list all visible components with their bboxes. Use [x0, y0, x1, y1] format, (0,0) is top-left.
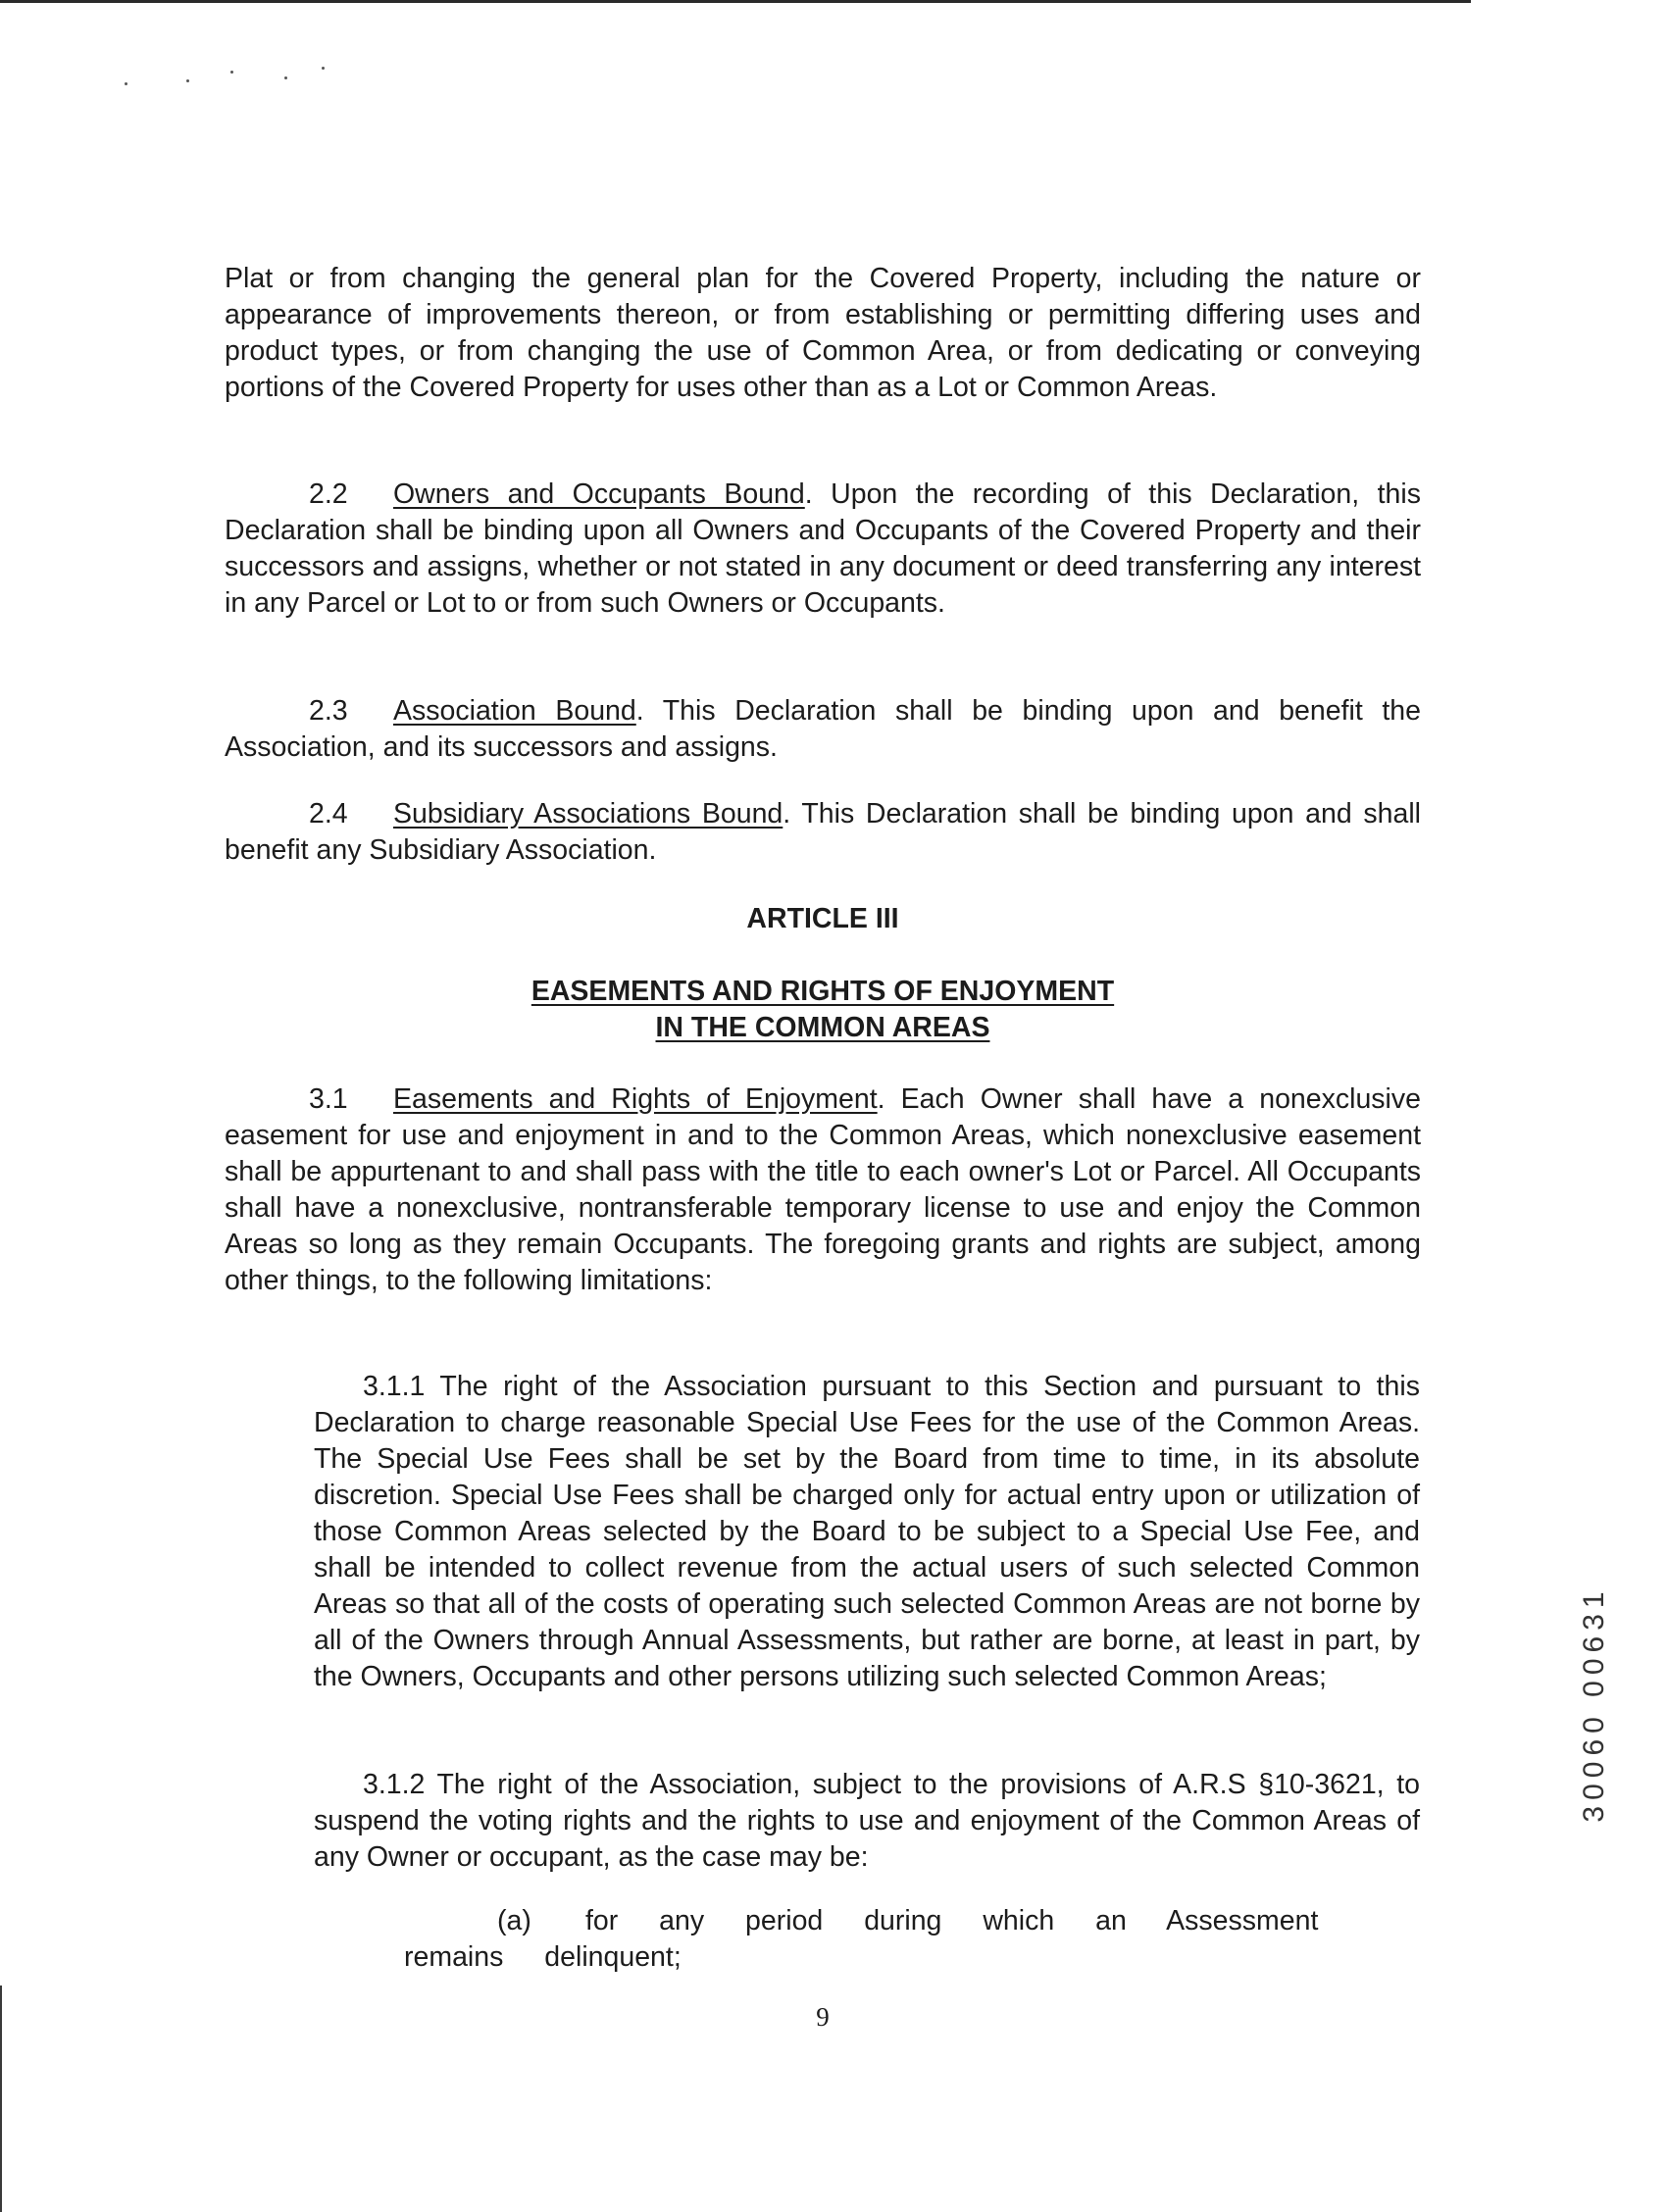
- section-2-4: [225, 796, 1421, 869]
- section-text: . This Declaration shall be binding upon and shall benefit any Subsidiary Association.: [225, 798, 1421, 866]
- page-number: 9: [816, 2002, 830, 2032]
- section-3-1: [225, 1081, 1421, 1299]
- section-number: 2.2: [309, 478, 348, 510]
- top-border-line: [0, 0, 1471, 3]
- section-heading: Association Bound: [393, 695, 636, 727]
- article-subtitle-line-1: EASEMENTS AND RIGHTS OF ENJOYMENT: [530, 976, 1115, 1007]
- section-heading: Easements and Rights of Enjoyment: [393, 1083, 878, 1115]
- section-3-1-2: 3.1.2 The right of the Association, subject to the provisions of A.R.S §10-3621, to suspend the voting rights and the rights to use and enjoyment of the Common Areas of any Owner or occupant, as the case may be:: [314, 1769, 1420, 1873]
- section-text: . This Declaration shall be binding upon and benefit the Association, and its successors and assigns.: [225, 695, 1421, 763]
- left-margin-line: [0, 1986, 2, 2212]
- article-title: ARTICLE III: [746, 903, 899, 934]
- intro-paragraph: Plat or from changing the general plan for the Covered Property, including the nature or appearance of improvements thereon, or from establishing or permitting differing uses and product types, or from changing the use of Common Area, or from dedicating or conveying portions of the Covered Property for uses other than as a Lot or Common Areas.: [225, 263, 1421, 403]
- section-3-1-1: 3.1.1 The right of the Association pursuant to this Section and pursuant to this Declaration to charge reasonable Special Use Fees for the use of the Common Areas. The Special Use Fees shall be set by the Board from time to time, in its absolute discretion. Special Use Fees shall be charged only for actual entry upon or utilization of those Common Areas selected by the Board to be subject to a Special Use Fee, and shall be intended to collect revenue from the actual users of such selected Common Areas so that all of the costs of operating such selected Common Areas are not borne by all of the Owners through Annual Assessments, but rather are borne, at least in part, by the Owners, Occupants and other persons utilizing such selected Common Areas;: [314, 1371, 1420, 1692]
- side-stamp: 30060 00631: [1578, 1585, 1610, 1823]
- item-a: [404, 1903, 1420, 1976]
- section-text: . Upon the recording of this Declaration, this Declaration shall be binding upon all Owners and Occupants of the Covered Property and their successors and assigns, whether or not stated in any document or deed transferring any interest in any Parcel or Lot to or from such Owners or Occupants.: [225, 478, 1421, 619]
- item-a-label: (a): [497, 1905, 531, 1936]
- section-text: . Each Owner shall have a nonexclusive easement for use and enjoyment in and to the Common Areas, which nonexclusive easement shall be appurtenant to and shall pass with the title to each owner's Lot or Parcel. All Occupants shall have a nonexclusive, nontransferable temporary license to use and enjoy the Common Areas so long as they remain Occupants. The foregoing grants and rights are subject, among other things, to the following limitations:: [225, 1083, 1421, 1296]
- section-2-3: [225, 693, 1421, 766]
- section-number: 2.4: [309, 798, 348, 830]
- section-number: 3.1: [309, 1083, 348, 1115]
- section-number: 2.3: [309, 695, 348, 727]
- section-heading: Subsidiary Associations Bound: [393, 798, 783, 830]
- item-a-text: for any period during which an Assessment remains delinquent;: [404, 1905, 1319, 1973]
- article-subtitle-line-2: IN THE COMMON AREAS: [655, 1012, 990, 1043]
- section-heading: Owners and Occupants Bound: [393, 478, 805, 510]
- section-2-2: [225, 477, 1421, 622]
- scan-specks: [123, 63, 338, 92]
